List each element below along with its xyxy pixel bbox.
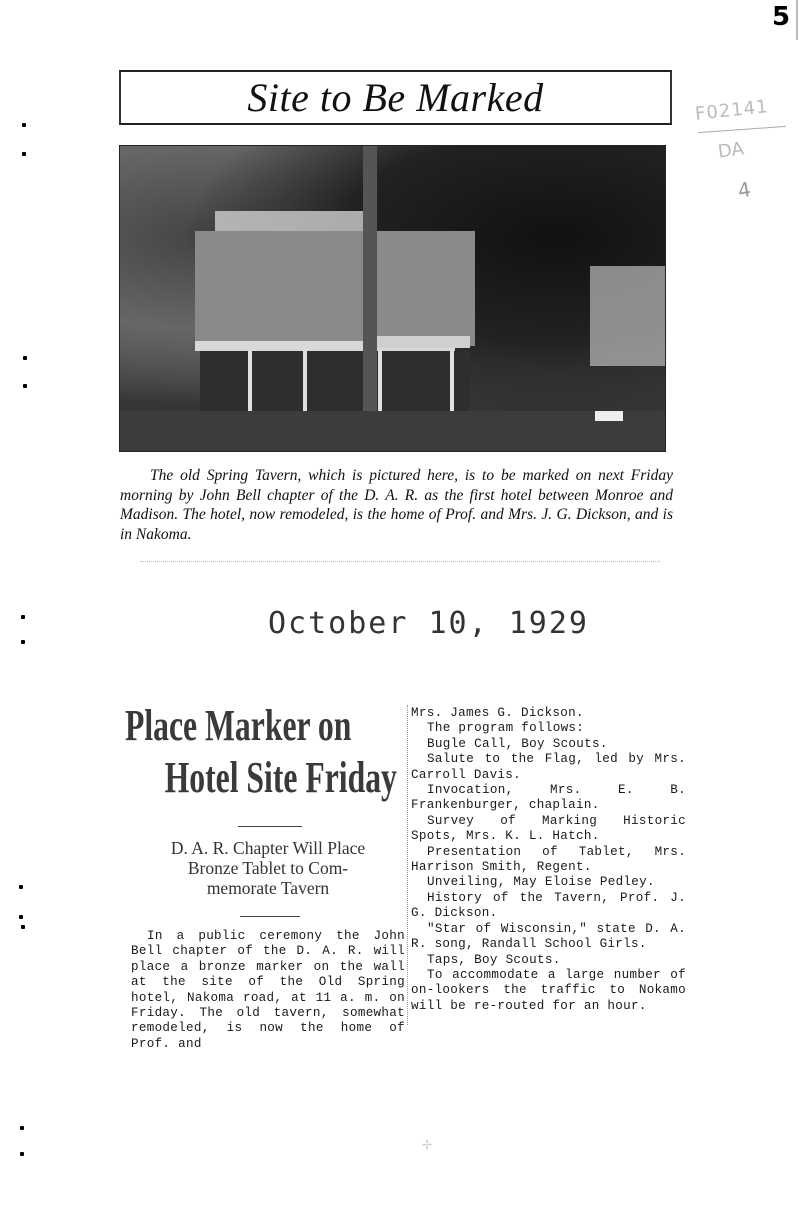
page-number: 5 (772, 2, 791, 32)
margin-dot (21, 925, 25, 929)
photo-caption: The old Spring Tavern, which is pictured here, is to be marked on next Friday morning by John Bell chapter of the D. A. R. as the first hotel between Monroe and Madison. The hotel, now remodeled, is the home of Prof. and Mrs. J. G. Dickson, and is in Nakoma. (120, 467, 673, 543)
program-intro: The program follows: (427, 721, 585, 736)
clipping-cut-line (140, 561, 660, 562)
headline-line-2: Hotel Site Friday (164, 753, 397, 802)
program-item: "Star of Wisconsin," state D. A. R. song, Randall School Girls. (411, 921, 686, 952)
subhead-divider (240, 916, 300, 917)
photo-porch-roof (370, 336, 470, 348)
program-item: Survey of Marking Historic Spots, Mrs. K. L. Hatch. (411, 813, 686, 844)
photo-post (450, 351, 454, 411)
article-paragraph: In a public ceremony the John Bell chapter of the D. A. R. will place a bronze marker on the wall at the site of the Old Spring hotel, Nakoma road, at 11 a. m. on Friday. The old tavern, somewhat remodeled, is now the home of Prof. and (131, 929, 405, 1051)
tavern-photo (119, 145, 666, 452)
headline-line-1: Place Marker on (125, 701, 352, 750)
margin-dot (19, 915, 23, 919)
photo-post (248, 351, 252, 411)
program-item: Salute to the Flag, led by Mrs. Carroll Davis. (411, 752, 686, 782)
handwritten-date: October 10, 1929 (268, 606, 589, 641)
program-item: Unveiling, May Eloise Pedley. (427, 875, 655, 890)
page-edge-rule (796, 0, 798, 40)
article-left-column (131, 929, 405, 1052)
subhead-line: Bronze Tablet to Com- (187, 858, 349, 878)
margin-dot (20, 1152, 24, 1156)
photo-tree-trunk (363, 146, 377, 411)
photo-roof (215, 211, 365, 231)
photo-house (195, 231, 475, 346)
clipping-title: Site to Be Marked (247, 75, 544, 120)
margin-dot (21, 615, 25, 619)
photo-post (303, 351, 307, 411)
margin-dot (22, 123, 26, 127)
photo-ground (120, 411, 665, 452)
margin-dot (22, 152, 26, 156)
margin-dot (19, 885, 23, 889)
article-continuation: Mrs. James G. Dickson. (411, 706, 584, 720)
photo-sign (595, 411, 623, 421)
archive-note-underline (698, 126, 786, 133)
column-divider (407, 705, 408, 1025)
photo-sky (590, 266, 666, 366)
article-subhead (128, 838, 408, 898)
program-item: Bugle Call, Boy Scouts. (427, 736, 608, 751)
scan-artifact: ✢ (422, 1138, 433, 1152)
program-item: Invocation, Mrs. E. B. Frankenburger, chaplain. (411, 783, 686, 813)
margin-dot (23, 384, 27, 388)
margin-dot (23, 356, 27, 360)
margin-dot (20, 1126, 24, 1130)
article-closing: To accommodate a large number of on-lookers the traffic to Nokamo will be re-routed for an hour. (411, 967, 686, 1013)
program-item: History of the Tavern, Prof. J. G. Dickson. (411, 890, 686, 921)
article-right-column (411, 706, 686, 1014)
subhead-line: memorate Tavern (206, 878, 330, 898)
headline-divider (238, 826, 302, 827)
program-item: Presentation of Tablet, Mrs. Harrison Smith, Regent. (411, 844, 686, 875)
margin-dot (21, 640, 25, 644)
photo-porch (200, 351, 470, 411)
clipping-title-box (119, 70, 672, 125)
subhead-line: D. A. R. Chapter Will Place (170, 838, 366, 858)
program-item: Taps, Boy Scouts. (427, 952, 561, 967)
archive-note-number: 4 (736, 177, 753, 203)
archive-note-id: F02141 (694, 96, 770, 125)
archive-note-initials: DA (716, 138, 746, 163)
photo-post (378, 351, 382, 411)
article-headline (125, 700, 410, 804)
